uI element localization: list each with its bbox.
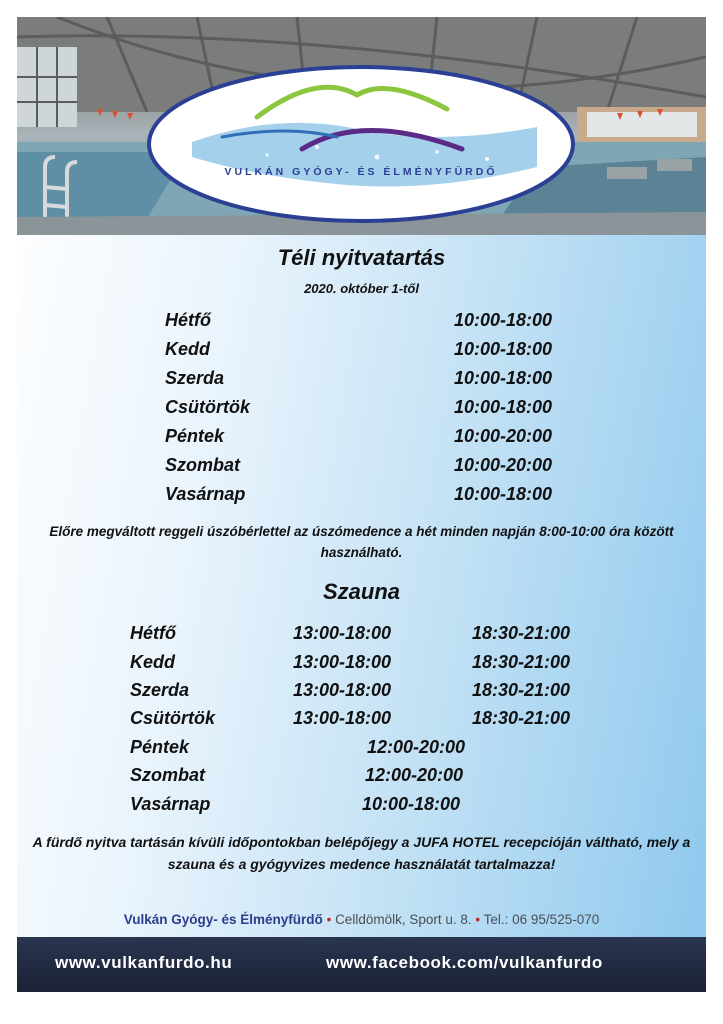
sauna-slot: 18:30-21:00 bbox=[472, 623, 571, 643]
sauna-slot: 18:30-21:00 bbox=[472, 680, 571, 700]
pool-day: Vasárnap bbox=[165, 484, 246, 504]
sauna-slot: 18:30-21:00 bbox=[472, 708, 571, 728]
pool-note: Előre megváltott reggeli úszóbérlettel az úszómedence a hét minden napján 8:00-10:00 óra között használható. bbox=[49, 524, 674, 560]
logo-text: VULKÁN GYÓGY- ÉS ÉLMÉNYFÜRDŐ bbox=[224, 166, 498, 178]
sauna-slot: 13:00-18:00 bbox=[293, 708, 392, 728]
sauna-slot: 18:30-21:00 bbox=[472, 652, 571, 672]
bottom-note: A fürdő nyitva tartásán kívüli időpontokban belépőjegy a JUFA HOTEL recepcióján váltható, mely a szauna és a gyógyvizes medence használatát tartalmazza! bbox=[32, 834, 691, 872]
pool-hall-illustration bbox=[17, 17, 706, 235]
poster bbox=[17, 17, 706, 992]
sauna-day: Vasárnap bbox=[130, 794, 211, 814]
sauna-hours: 10:00-18:00 bbox=[362, 794, 461, 814]
sauna-slot: 13:00-18:00 bbox=[293, 680, 392, 700]
pool-day: Szerda bbox=[165, 368, 225, 388]
sauna-title: Szauna bbox=[322, 579, 401, 604]
pool-day: Szombat bbox=[165, 455, 241, 475]
pool-hours: 10:00-20:00 bbox=[454, 426, 553, 446]
bullet-separator: • bbox=[475, 912, 481, 927]
website-link[interactable]: www.vulkanfurdo.hu bbox=[55, 953, 233, 972]
sauna-day: Hétfő bbox=[130, 623, 176, 643]
pool-hours: 10:00-20:00 bbox=[454, 455, 553, 475]
contact-address: Celldömölk, Sport u. 8. bbox=[335, 912, 472, 927]
pool-hours: 10:00-18:00 bbox=[454, 339, 553, 359]
sauna-hours: 12:00-20:00 bbox=[365, 765, 464, 785]
pool-hours: 10:00-18:00 bbox=[454, 368, 553, 388]
facebook-link[interactable]: www.facebook.com/vulkanfurdo bbox=[326, 953, 603, 972]
pool-hours: 10:00-18:00 bbox=[454, 310, 553, 330]
sauna-slot: 13:00-18:00 bbox=[293, 652, 392, 672]
sauna-slot: 13:00-18:00 bbox=[293, 623, 392, 643]
pool-day: Hétfő bbox=[165, 310, 211, 330]
sauna-day: Szerda bbox=[130, 680, 190, 700]
contact-name: Vulkán Gyógy- és Élményfürdő bbox=[123, 912, 323, 927]
bullet-separator: • bbox=[326, 912, 332, 927]
sauna-day: Szombat bbox=[130, 765, 206, 785]
page-subtitle: 2020. október 1-től bbox=[304, 281, 419, 296]
footer-bar bbox=[17, 937, 706, 992]
sauna-day: Péntek bbox=[130, 737, 190, 757]
sauna-hours: 12:00-20:00 bbox=[367, 737, 466, 757]
pool-hours: 10:00-18:00 bbox=[454, 397, 553, 417]
pool-day: Kedd bbox=[165, 339, 210, 359]
sauna-day: Kedd bbox=[130, 652, 175, 672]
pool-day: Csütörtök bbox=[165, 397, 250, 417]
contact-line bbox=[17, 912, 706, 927]
page-title: Téli nyitvatartás bbox=[277, 245, 446, 270]
sauna-day: Csütörtök bbox=[130, 708, 215, 728]
contact-phone: Tel.: 06 95/525-070 bbox=[483, 912, 600, 927]
header-banner bbox=[17, 17, 706, 235]
pool-day: Péntek bbox=[165, 426, 225, 446]
pool-hours: 10:00-18:00 bbox=[454, 484, 553, 504]
